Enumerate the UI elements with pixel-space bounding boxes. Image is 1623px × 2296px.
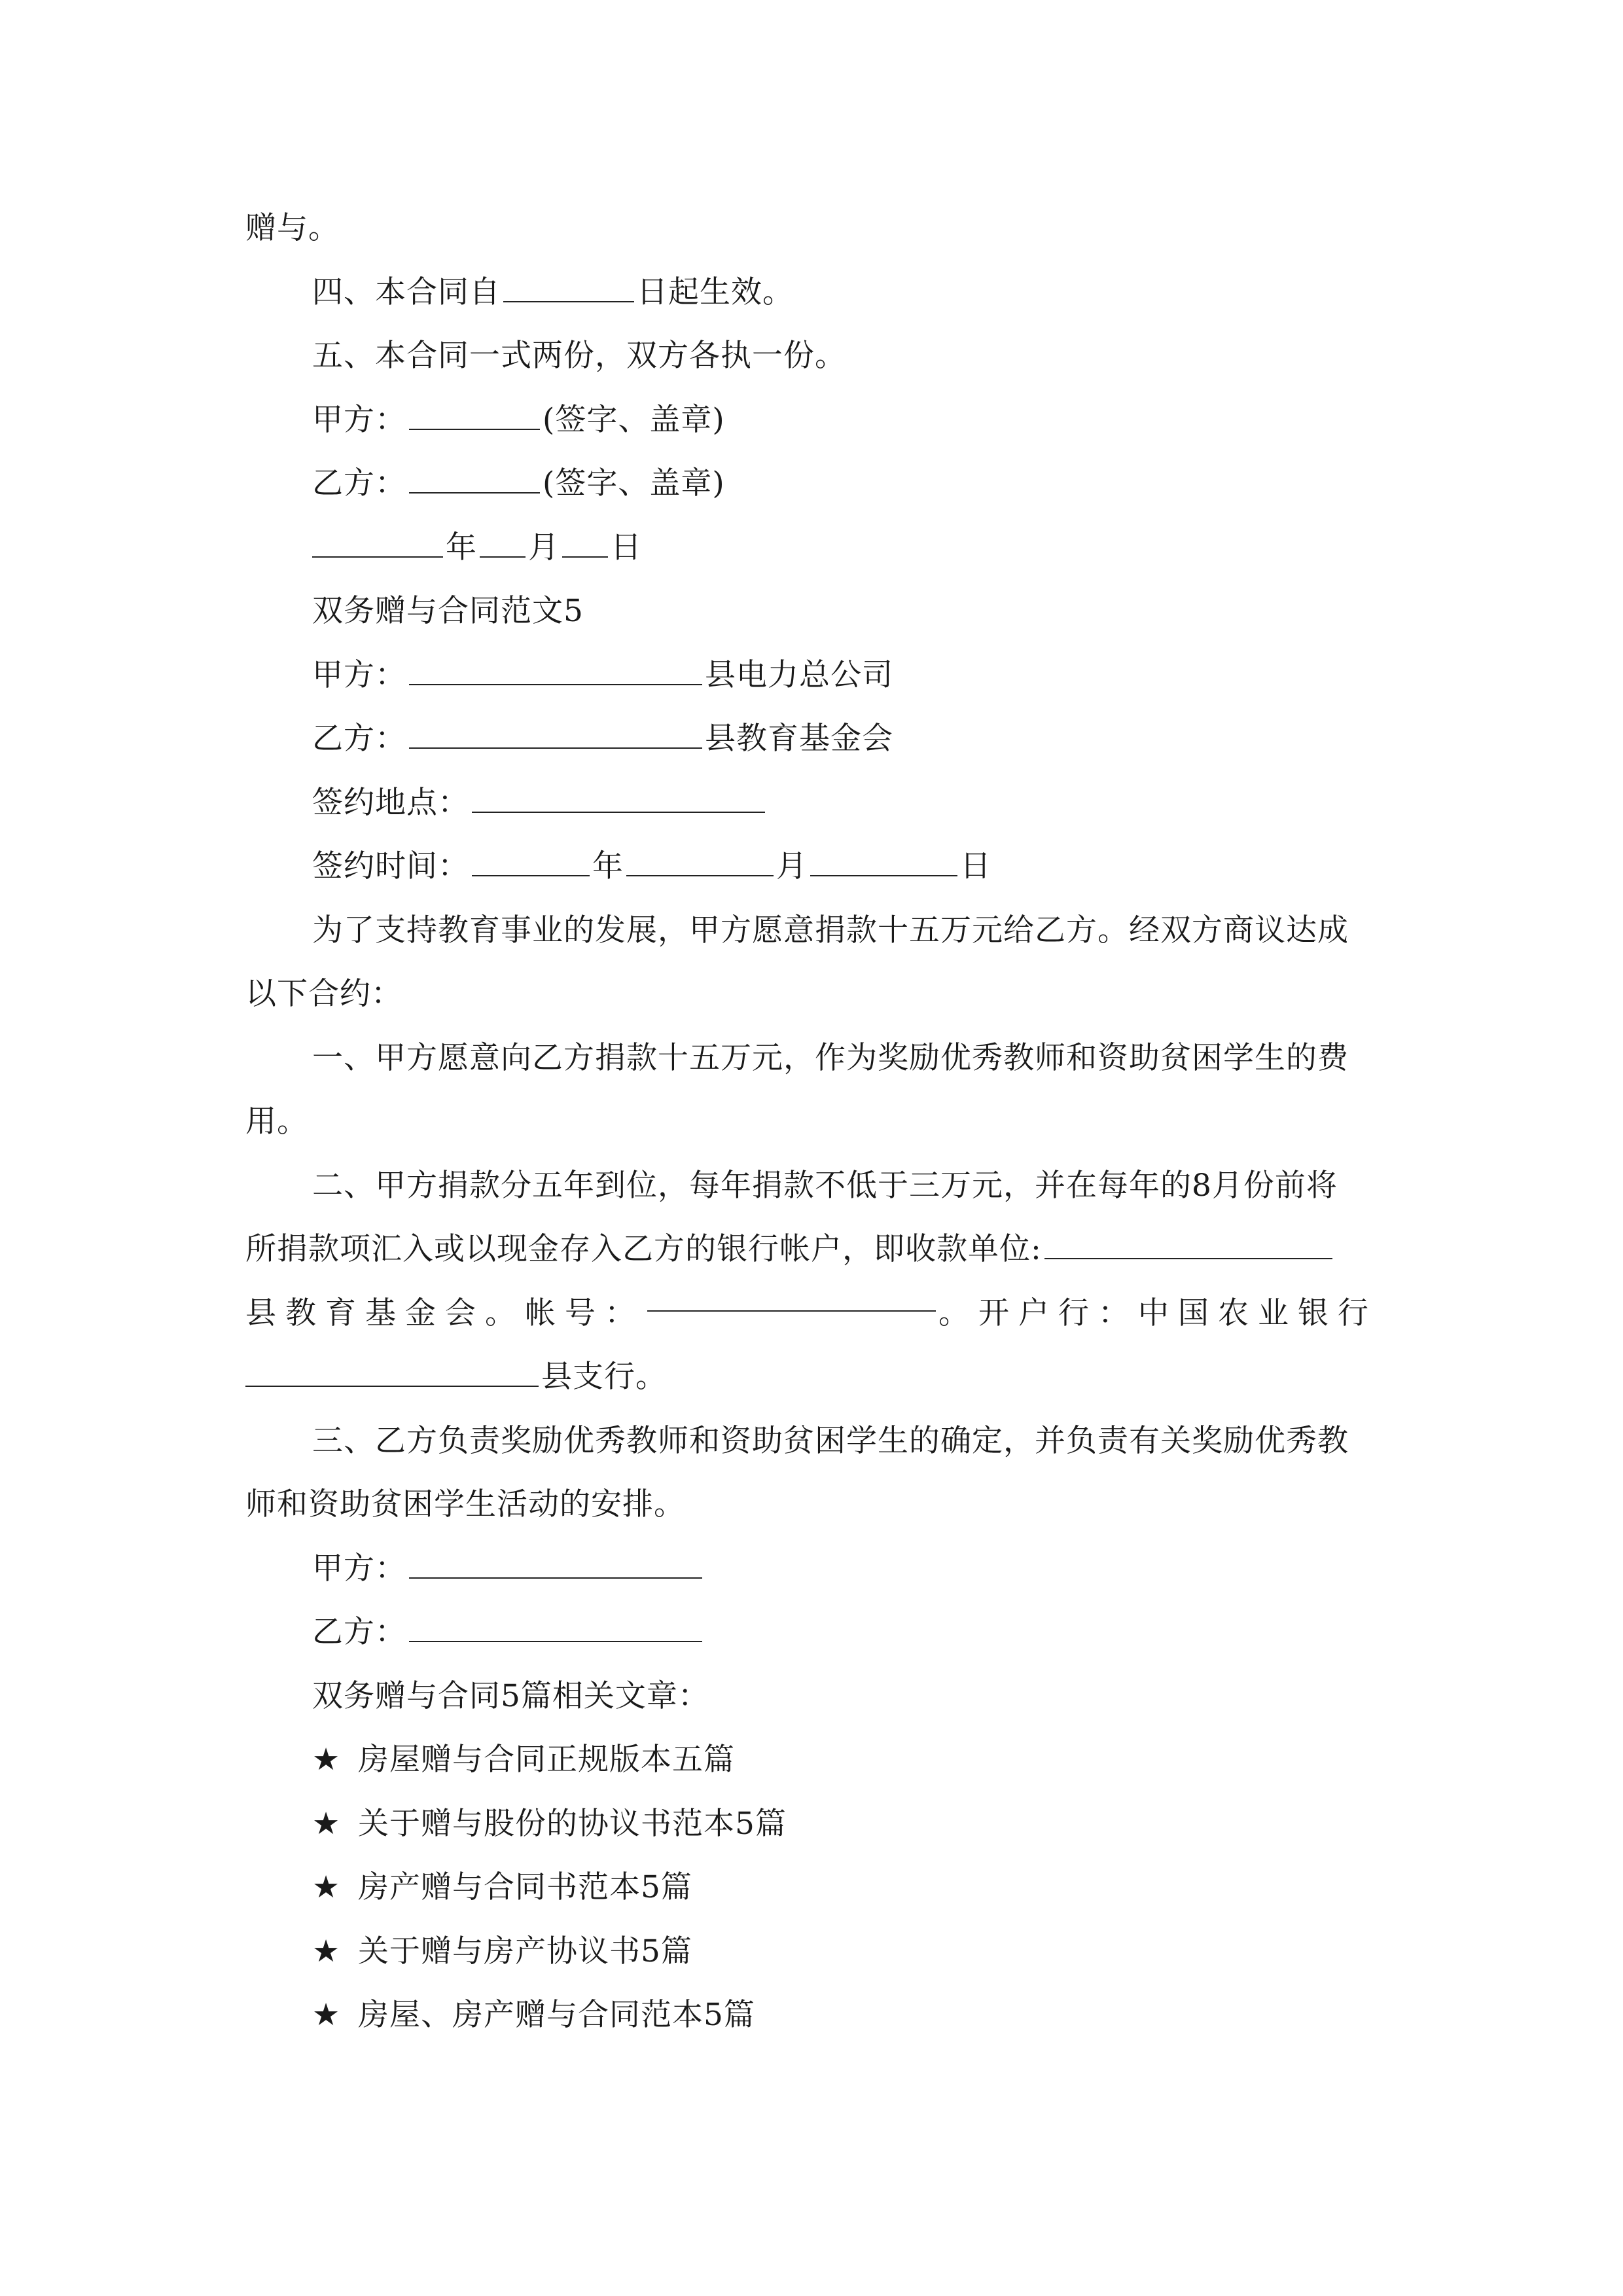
effective-date-blank	[503, 272, 634, 302]
continuation-line: 赠与。	[245, 210, 340, 246]
article-three-line-2: 师和资助贫困学生活动的安排。	[245, 1486, 685, 1522]
article-two-line-1: 二、甲方捐款分五年到位，每年捐款不低于三万元，并在每年的8月份前将	[312, 1167, 1338, 1204]
related-item[interactable]	[245, 1792, 1378, 1856]
star-icon: ★	[312, 1869, 341, 1905]
clause-five: 五、本合同一式两份，双方各执一份。	[312, 338, 846, 374]
related-item[interactable]	[245, 1728, 1378, 1792]
signature-a-blank	[409, 400, 540, 430]
related-link[interactable]: 房屋、房产赠与合同范本5篇	[358, 1997, 755, 2033]
article-one-line-1: 一、甲方愿意向乙方捐款十五万元，作为奖励优秀教师和资助贫困学生的费	[312, 1039, 1349, 1076]
article-one-line-2: 用。	[245, 1103, 308, 1139]
month-blank	[480, 528, 526, 558]
related-item[interactable]	[245, 1920, 1378, 1984]
signature-b-line: 乙方： (签字、盖章)	[245, 452, 1378, 516]
signature-b-blank	[409, 463, 540, 493]
signature-a-line: 甲方： (签字、盖章)	[245, 388, 1378, 452]
bank-branch-blank	[245, 1357, 539, 1387]
final-party-b-line: 乙方：	[245, 1600, 1378, 1664]
party-b-line: 乙方： 县教育基金会	[245, 707, 1378, 771]
star-icon: ★	[312, 1933, 341, 1969]
day-blank	[562, 528, 608, 558]
related-item[interactable]	[245, 1983, 1378, 2047]
star-icon: ★	[312, 1805, 341, 1842]
intro-line-2: 以下合约：	[245, 976, 402, 1012]
star-icon: ★	[312, 1997, 341, 2033]
related-title: 双务赠与合同5篇相关文章：	[312, 1677, 709, 1714]
clause-four: 四、本合同自 日起生效。	[245, 260, 1378, 325]
sign-time-line: 签约时间： 年 月 日	[245, 834, 1378, 899]
article-two-line-3: 县教育基金会。帐号： 。开户行：中国农业银行	[245, 1282, 1378, 1346]
related-link[interactable]: 关于赠与股份的协议书范本5篇	[358, 1805, 787, 1842]
article-two-line-4: 县支行。	[245, 1345, 1378, 1409]
related-link[interactable]: 房产赠与合同书范本5篇	[358, 1869, 692, 1905]
date-line: 年 月 日	[245, 516, 1378, 580]
sign-place-line: 签约地点：	[245, 771, 1378, 835]
related-link[interactable]: 房屋赠与合同正规版本五篇	[358, 1742, 735, 1778]
final-party-a-blank	[409, 1549, 702, 1579]
star-icon: ★	[312, 1742, 341, 1778]
article-two-line-2: 所捐款项汇入或以现金存入乙方的银行帐户，即收款单位:	[245, 1217, 1378, 1282]
sign-year-blank	[472, 846, 590, 876]
related-item[interactable]	[245, 1856, 1378, 1920]
party-b-blank	[409, 719, 702, 749]
related-link[interactable]: 关于赠与房产协议书5篇	[358, 1933, 692, 1969]
party-a-line: 甲方： 县电力总公司	[245, 643, 1378, 708]
final-party-a-line: 甲方：	[245, 1537, 1378, 1601]
sign-place-blank	[472, 783, 765, 813]
document-body	[245, 196, 1378, 2047]
sign-month-blank	[626, 846, 774, 876]
account-number-blank	[647, 1282, 936, 1312]
party-a-blank	[409, 655, 702, 685]
article-three-line-1: 三、乙方负责奖励优秀教师和资助贫困学生的确定，并负责有关奖励优秀教	[312, 1422, 1349, 1459]
final-party-b-blank	[409, 1612, 702, 1642]
sign-day-blank	[810, 846, 957, 876]
year-blank	[312, 528, 443, 558]
section-title: 双务赠与合同范文5	[312, 593, 584, 629]
payee-blank	[1044, 1229, 1332, 1259]
intro-line-1: 为了支持教育事业的发展，甲方愿意捐款十五万元给乙方。经双方商议达成	[312, 912, 1349, 948]
